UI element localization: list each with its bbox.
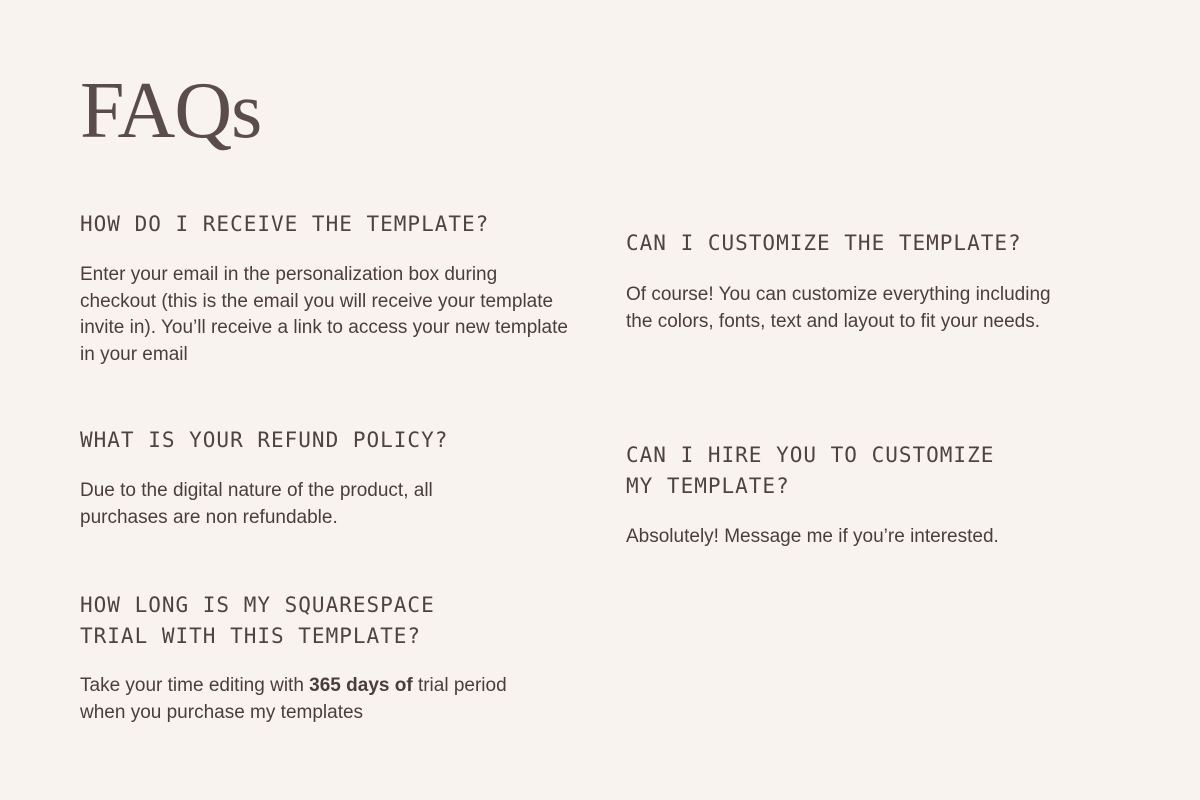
faq-item-receive-template	[80, 209, 570, 368]
faq-question: HOW DO I RECEIVE THE TEMPLATE?	[80, 212, 490, 236]
faq-answer: Absolutely! Message me if you’re interested.	[626, 526, 999, 547]
faq-item-trial-length	[80, 590, 510, 726]
faq-answer: Of course! You can customize everything including the colors, fonts, text and layout to fit your needs.	[626, 284, 1051, 332]
faq-item-refund-policy	[80, 425, 510, 531]
faq-answer: Enter your email in the personalization box during checkout (this is the email you will receive your template invite in). You’ll receive a link to access your new template in your email	[80, 264, 568, 365]
faq-item-customize-template	[626, 228, 1056, 335]
faq-answer-text: trial period when you purchase my templates	[80, 675, 507, 723]
faq-question	[80, 590, 510, 652]
faq-question: CAN I CUSTOMIZE THE TEMPLATE?	[626, 231, 1022, 255]
faq-answer-highlight: 365 days of	[309, 675, 413, 696]
faq-answer-text: Take your time editing with	[80, 675, 310, 696]
page-title: FAQs	[80, 67, 262, 155]
faq-answer: Due to the digital nature of the product, all purchases are non refundable.	[80, 480, 433, 528]
faq-answer	[80, 673, 510, 726]
faq-question: WHAT IS YOUR REFUND POLICY?	[80, 428, 449, 452]
faq-question-line: CAN I HIRE YOU TO CUSTOMIZE	[626, 443, 995, 467]
faq-item-hire-customization	[626, 440, 1056, 551]
faq-question-line: MY TEMPLATE?	[626, 474, 790, 498]
faq-question	[626, 440, 1056, 502]
faq-question-line: HOW LONG IS MY SQUARESPACE	[80, 593, 435, 617]
faq-question-line: TRIAL WITH THIS TEMPLATE?	[80, 624, 422, 648]
